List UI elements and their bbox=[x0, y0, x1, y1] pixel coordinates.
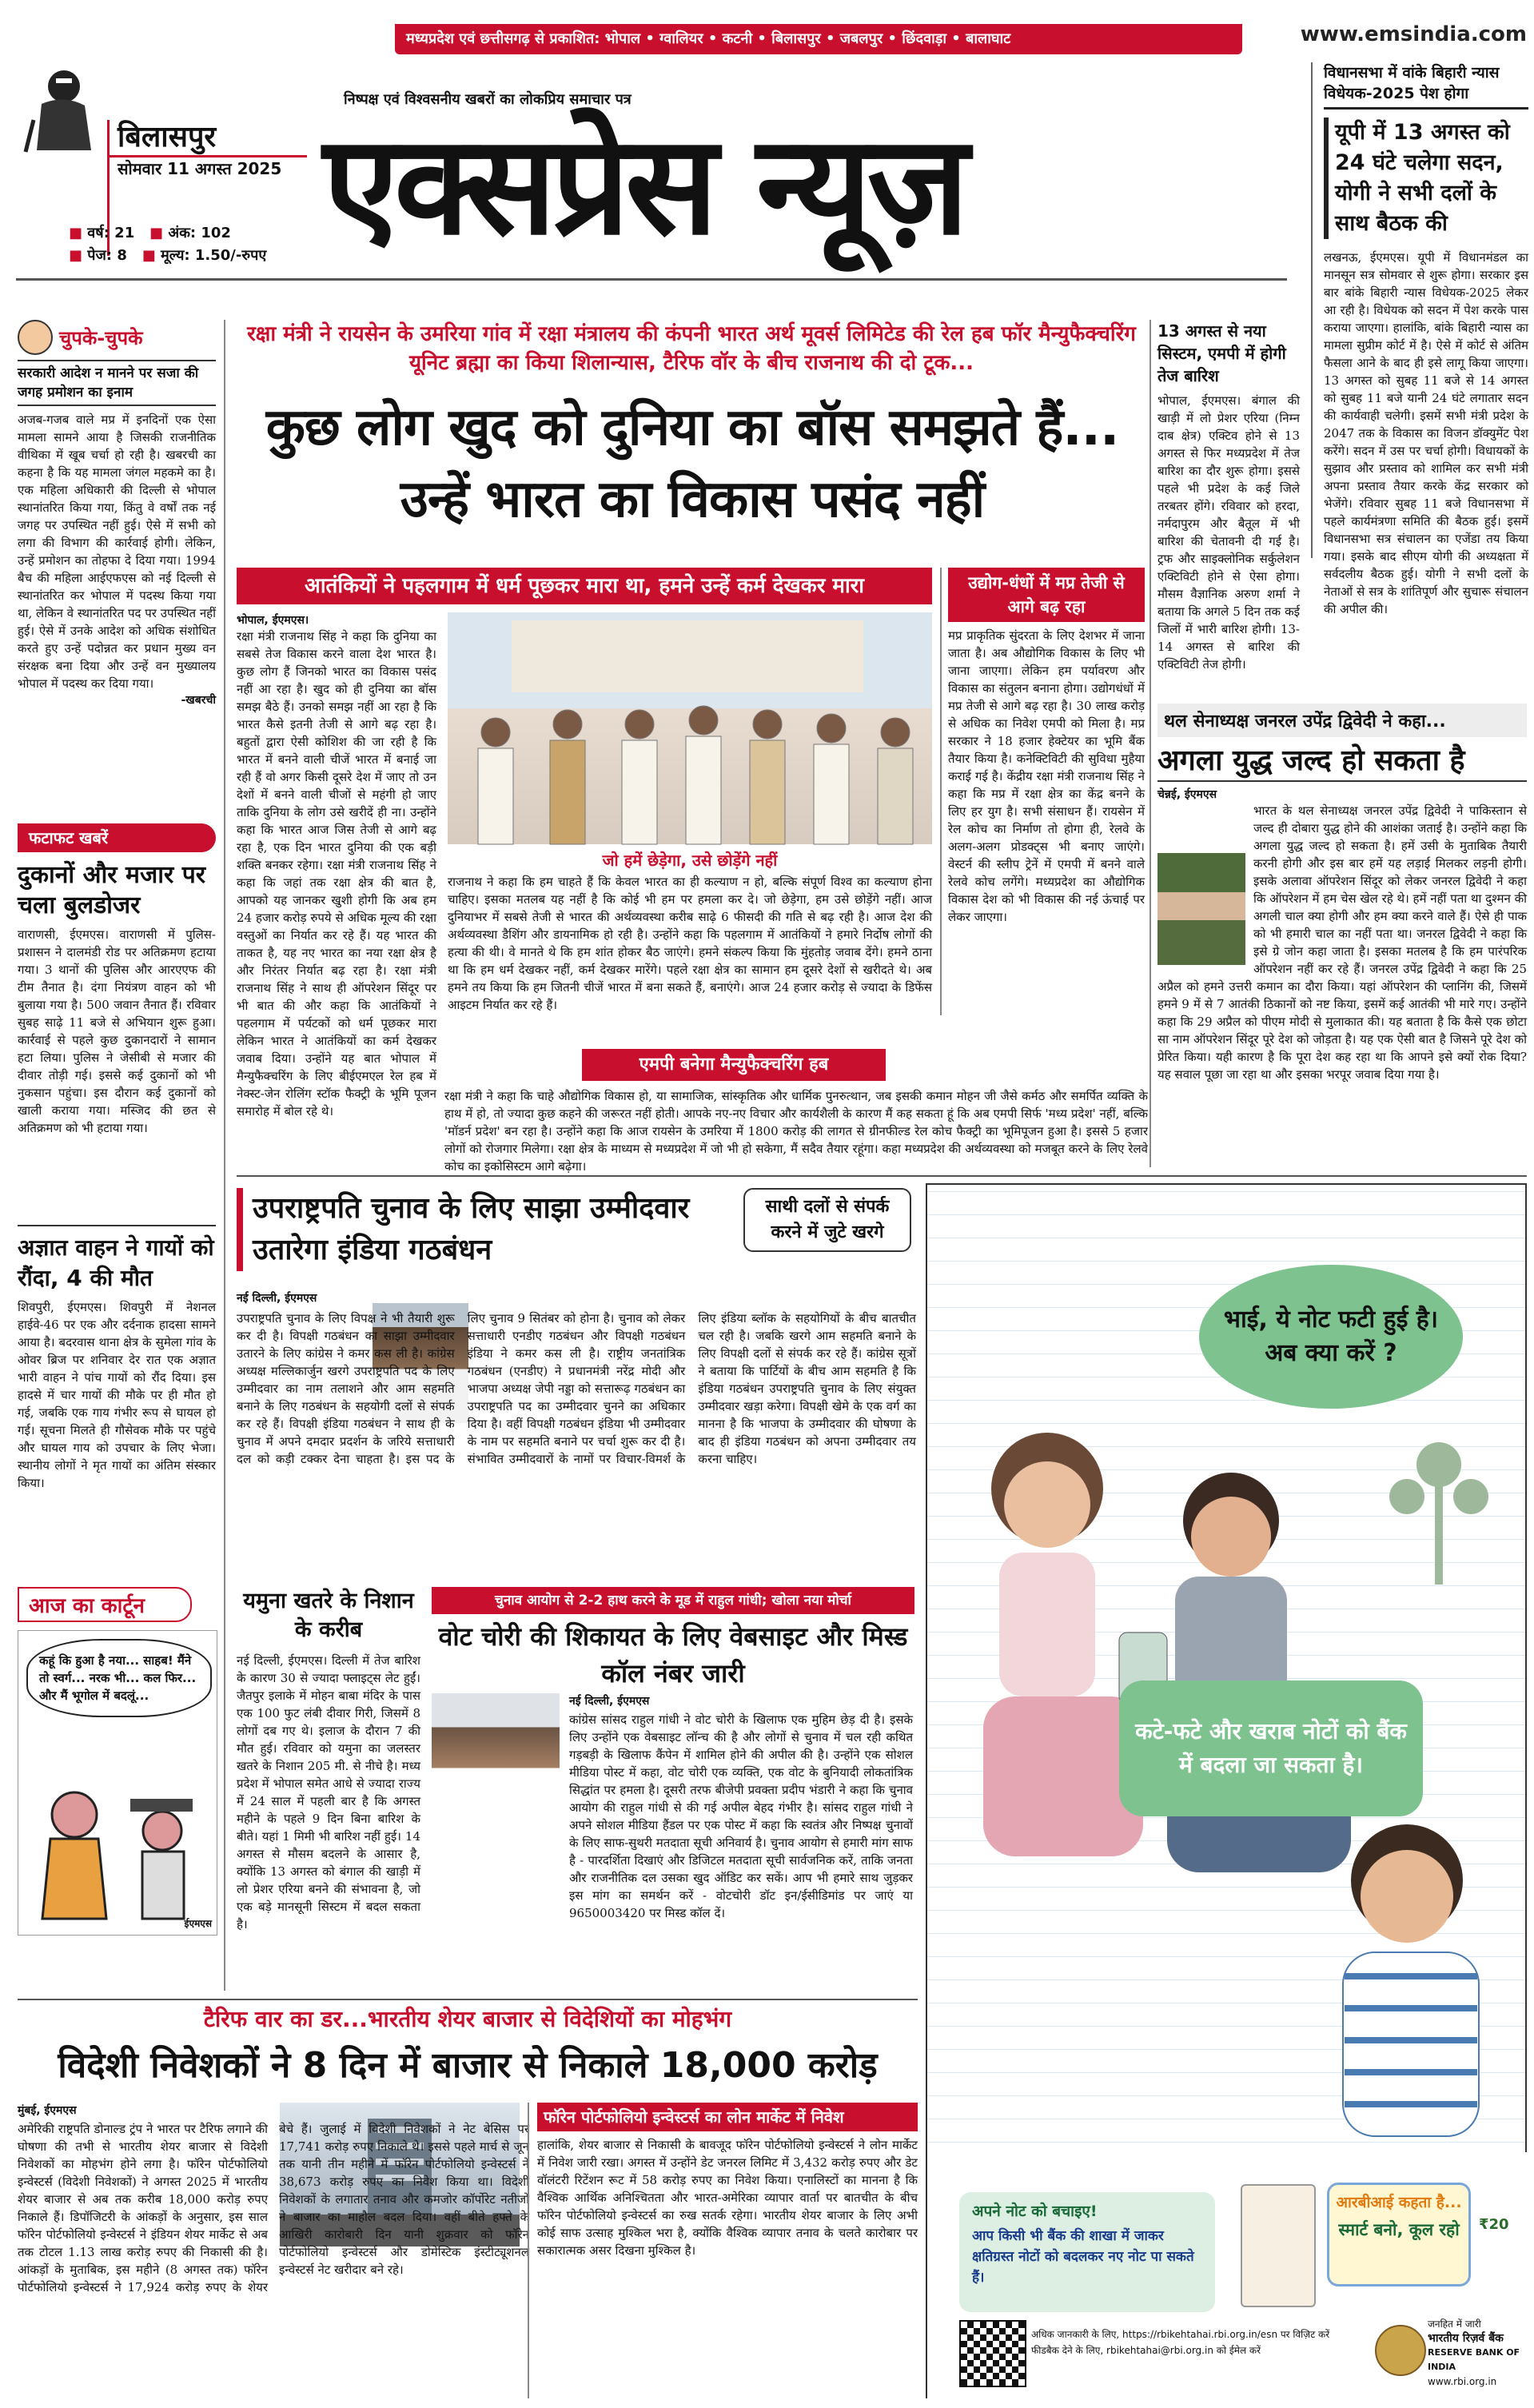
note-hand-icon bbox=[1241, 2184, 1316, 2307]
vote-kicker: चुनाव आयोग से 2-2 हाथ करने के मूड में राहुल गांधी; खोला नया मोर्चा bbox=[432, 1587, 914, 1614]
vp-headline: उपराष्ट्रपति चुनाव के लिए साझा उम्मीदवार उतारेगा इंडिया गठबंधन bbox=[237, 1188, 732, 1271]
top-story-kicker: रक्षा मंत्री ने रायसेन के उमरिया गांव में रक्षा मंत्रालय की कंपनी भारत अर्थ मूवर्स लिमिटेड की रेल हब फॉर मैन्युफैक्चरिंग यूनिट ब्रह्मा का किया शिलान्यास, टैरिफ वॉर के बीच राजनाथ की दो टूक... bbox=[247, 322, 1136, 375]
save-note-box: अपने नोट को बचाइए! आप किसी भी बैंक की शाखा में जाकर क्षतिग्रस्त नोटों को बदलकर नए नोट पा सकते हैं। bbox=[959, 2192, 1215, 2312]
top-story-body2: राजनाथ ने कहा कि हम चाहते हैं कि केवल भारत का ही कल्याण न हो, बल्कि संपूर्ण विश्व का कल्याण होना चाहिए। इसका मतलब यह नहीं है कि कोई भी हम पर हमला कर दे। जो छेड़ेगा, हम उसे छोड़ेंगे नहीं। आज दुनियाभर में सबसे तेजी से भारत की अर्थव्यवस्था करीब साढ़े 6 फीसदी की गति से बढ़ रही है। आज देश की अर्थव्यवस्था डैशिंग और डायनामिक हो रही है। उन्होंने कहा कि पहलगाम में आतंकियों ने हमारे निर्दोष लोगों की हत्या की थी। वे मानते थे कि हम शांत होकर बैठ जाएंगे। हमने संकल्प किया कि मुंहतोड़ जवाब देंगे। हमने ठाना था कि हम धर्म देखकर नहीं, कर्म देखकर मारेंगे। पहले रक्षा क्षेत्र का सामान हम दूसरे देशों से खरीदते थे। अब हमने तय किया कि हम जितनी चीजें भारत में बना सकते हैं, बनाएंगे। आज 24 हजार करोड़ से ज्यादा के डिफेंस आइटम निर्यात कर रहे हैं। bbox=[448, 875, 932, 1012]
chupke-column bbox=[18, 320, 216, 823]
weather-body: भोपाल, ईएमएस। बंगाल की खाड़ी में लो प्रेशर एरिया (निम्न दाब क्षेत्र) एक्टिव होने से 13 अगस्त से फिर मध्यप्रदेश में तेज बारिश का दौर शुरू होगा। इससे पहले भी प्रदेश के कई जिले तरबतर होंगे। रविवार को हरदा, नर्मदापुरम और बैतूल में भी बारिश की चेतावनी दी गई है। ट्रफ और साइक्लोनिक सर्कुलेशन एक्टिविटी होने से ऐसा होगा। मौसम वैज्ञानिक अरुण शर्मा ने बताया कि अगले 5 दिन तक कई जिलों में भारी बारिश होगी। 13-14 अगस्त से बारिश की एक्टिविटी तेज होगी। bbox=[1157, 393, 1300, 672]
issue-date: सोमवार 11 अगस्त 2025 bbox=[110, 155, 307, 179]
share-kicker: टैरिफ वार का डर...भारतीय शेयर बाजार से विदेशियों का मोहभंग bbox=[203, 2006, 732, 2032]
mp-manufacturing-body: रक्षा मंत्री ने कहा कि चाहे औद्योगिक विकास हो, या सामाजिक, सांस्कृतिक और धार्मिक पुनरुत्थान, जब इसकी कमान मोहन जी जैसे कर्मठ और समर्पित व्यक्ति के हाथ में हो, तो ज्यादा कुछ कहने की जरूरत नहीं होती। आपके नए-नए विचार और कार्यशैली के कारण मैं कह सकता हूं कि अब एमपी सिर्फ 'मध्य प्रदेश' नहीं, बल्कि 'मॉडर्न प्रदेश' बन रहा है। उन्होंने कहा कि आज रायसेन के उमरिया में 1800 करोड़ की लागत से ग्रीनफील्ड रेल कोच फैक्ट्री का भूमिपूजन हुआ है। इससे 5 हजार लोगों को रोजगार मिलेगा। रक्षा क्षेत्र के माध्यम से मध्यप्रदेश में जो भी हो सकेगा, मैं सदैव तैयार रहूंगा। कहा मध्यप्रदेश की अर्थव्यवस्था को मजबूत करने के लिए रेलवे कोच का इकोसिस्टम आगे बढ़ेगा। bbox=[444, 1089, 1148, 1174]
share-headline: विदेशी निवेशकों ने 8 दिन में बाजार से निकाले 18,000 करोड़ bbox=[58, 2045, 878, 2086]
fatafat-column bbox=[18, 823, 216, 1583]
share-body: अमेरिकी राष्ट्रपति डोनाल्ड ट्रंप ने भारत पर टैरिफ लगाने की घोषणा की तभी से भारतीय शेयर बाजार से विदेशी निवेशकों का मोहभंग होने लगा है। फॉरेन पोर्टफोलियो इन्वेस्टर्स (विदेशी निवेशकों) ने अगस्त 2025 में भारतीय शेयर बाजार से अब तक करीब 18,000 करोड़ रुपए निकाले हैं। डिपॉजिटरी के आंकड़ों के अनुसार, इस साल फॉरेन पोर्टफोलियो इन्वेस्टर्स ने इंडियन शेयर मार्केट से अब तक टोटल 1.13 लाख करोड़ रुपए की निकासी की है। आंकड़ों के मुताबिक, इस महीने (8 अगस्त तक) फॉरेन पोर्टफोलियो इन्वेस्टर्स ने 17,924 करोड़ रुपए के शेयर बेचे हैं। जुलाई में विदेशी निवेशकों ने नेट बेसिस पर 17,741 करोड़ रुपए निकाले थे। इससे पहले मार्च से जून तक यानी तीन महीने में फॉरेन पोर्टफोलियो इन्वेस्टर्स ने 38,673 करोड़ रुपए का निवेश किया था। विदेशी निवेशकों के लगातार तनाव और कमजोर कॉर्पोरेट नतीजों ने बाजार का माहौल बदल दिया। वहीं बीते हफ्ते के आखिरी कारोबारी दिन यानी शुक्रवार को फॉरेन पोर्टफोलियो इन्वेस्टर्स और डोमेस्टिक इंस्टीट्यूशनल इन्वेस्टर्स नेट खरीदार बने रहे। bbox=[18, 2122, 529, 2294]
army-body: भारत के थल सेनाध्यक्ष जनरल उपेंद्र द्विवेदी ने पाकिस्तान से जल्द ही दोबारा युद्ध होने की आशंका जताई है। उन्होंने कहा कि अगला युद्ध जल्द हो सकता है। हमें उसी के मुताबिक तैयारी करनी होगी और इस बार हमें यह लड़ाई मिलकर लड़नी होगी। इसके अलावा ऑपरेशन सिंदूर को लेकर जनरल द्विवेदी ने कहा कि ऑपरेशन में हम चेस खेल रहे थे। हमें नहीं पता था दुश्मन की अगली चाल क्या होगी और हम क्या करने वाले हैं। ऐसे ही पाक को भी हमारी चाल का नहीं पता था। जनरल द्विवेदी ने कहा कि इसे ग्रे जोन कहा जाता है। इसका मतलब है कि हम पारंपरिक ऑपरेशन नहीं कर रहे हैं। जनरल उपेंद्र द्विवेदी ने कहा कि 25 अप्रैल को हमने उत्तरी कमान का दौरा किया। यहां ऑपरेशन की प्लानिंग की, जिसमें हमने 9 में से 7 आतंकी ठिकानों को नष्ट किया, इसमें कई आतंकी भी मारे गए। उन्होंने कहा कि 29 अप्रैल को पीएम मोदी से मुलाकात की। यह बताता है कि कैसे एक छोटा सा नाम ऑपरेशन सिंदूर पूरे देश को जोड़ता है। यह एक ऐसी बात है जिसने पूरे देश को प्रेरित किया। यही कारण है कि पूरा देश कह रहा था कि आपने इसे क्यों रोक दिया? यह सवाल पूछा जा रहा था और इसका भरपूर जवाब दिया गया है। bbox=[1157, 803, 1527, 1082]
boy-illustration bbox=[1295, 1816, 1519, 2160]
bottom-divider bbox=[18, 1999, 918, 2000]
weather-story bbox=[1157, 320, 1300, 672]
gandhi-logo bbox=[18, 64, 106, 153]
mp-manufacturing-headline: एमपी बनेगा मैन्युफैक्चरिंग हब bbox=[582, 1049, 886, 1081]
tree-icon bbox=[1375, 1425, 1503, 1585]
top-story-subhead: आतंकियों ने पहलगाम में धर्म पूछकर मारा था, हमने उन्हें कर्म देखकर मारा bbox=[237, 568, 932, 604]
top-story-headline: कुछ लोग खुद को दुनिया का बॉस समझते हैं... उन्हें भारत का विकास पसंद नहीं bbox=[265, 398, 1119, 529]
masthead-title: एक्सप्रेस न्यूज़ bbox=[323, 105, 965, 265]
vote-headline: वोट चोरी की शिकायत के लिए वेबसाइट और मिस्ड कॉल नंबर जारी bbox=[438, 1621, 908, 1688]
face-icon bbox=[18, 320, 53, 355]
cartoon-box bbox=[18, 1587, 216, 1939]
army-chief-photo bbox=[1157, 853, 1245, 965]
share-dateline: मुंबई, ईएमएस bbox=[18, 2104, 77, 2117]
top-story-body: रक्षा मंत्री राजनाथ सिंह ने कहा कि दुनिया का सबसे तेज विकास करने वाला देश भारत है। कुछ लोग हैं जिनको भारत का विकास पसंद नहीं आ रहा है। खुद को ही दुनिया का बॉस समझ बैठे हैं। उनको समझ नहीं आ रहा है कि भारत कैसे इतनी तेजी से आगे बढ़ रहा है। बहुतों द्वारा ऐसी कोशिश की जा रही है कि भारत में बनने वाली चीजें भारत में बनाई जा रही हैं वो अगर किसी दूसरे देश में जाए तो उन देशों में बनने वाली चीजों से महंगी हो जाए ताकि दुनिया के लोग उसे खरीदें ही ना। उन्होंने कहा कि भारत आज जिस तेजी से आगे बढ़ रहा है, एक दिन भारत दुनिया की एक बड़ी शक्ति बनकर रहेगा। रक्षा मंत्री राजनाथ सिंह ने कहा कि जहां तक रक्षा क्षेत्र की बात है, आपको यह जानकर खुशी होगी कि अब हम 24 हजार करोड़ रुपये से अधिक मूल्य की रक्षा वस्तुओं का निर्यात कर रहे हैं। यह भारत की ताकत है, यह नए भारत का नया रक्षा क्षेत्र है और निरंतर निर्यात बढ़ रहा है। रक्षा मंत्री राजनाथ सिंह ने साथ ही ऑपरेशन सिंदूर पर भी बात की और कहा कि आतंकियों ने पहलगाम में पर्यटकों को धर्म पूछकर मारा लेकिन भारत ने आतंकियों का कर्म देखकर जवाब दिया। उन्होंने यह बात भोपाल में मैन्युफैक्चरिंग के लिए बीईएमएल रेल हब में नेक्स्ट-जेन रोलिंग स्टॉक फैक्ट्री के भूमि पूजन समारोह में बोल रहे थे। bbox=[237, 629, 436, 1118]
right-col-divider bbox=[1150, 320, 1151, 1167]
share-side-body: हालांकि, शेयर बाजार से निकासी के बावजूद फॉरेन पोर्टफोलियो इन्वेस्टर्स ने लोन मार्केट में निवेश जारी रखा। अगस्त में उन्होंने डेट जनरल लिमिट में 3,432 करोड़ रुपए और डेट वॉलंटरी रिटेंशन रूट में 58 करोड़ रुपए का निवेश किया। एनालिस्टों का मानना है कि वैश्विक आर्थिक अनिश्चितता और भारत-अमेरिका व्यापार वार्ता पर बातचीत के बीच फॉरेन पोर्टफोलियो इन्वेस्टर्स का रुख सतर्क रहेगा। भारतीय शेयर बाजार के लिए अभी कोई साफ उत्साह मुश्किल भरा है, क्योंकि वैश्विक व्यापार तनाव के चलते कारोबार पर सकारात्मक असर दिखना मुश्किल है। bbox=[537, 2138, 918, 2258]
fatafat-headline: दुकानों और मजार पर चला बुलडोजर bbox=[18, 861, 206, 919]
ad-info-text: अधिक जानकारी के लिए, https://rbikehtahai.rbi.org.in/esn पर विज़िट करें फीडबैक देने के लिए, rbikehtahai@rbi.org.in को ईमेल करें bbox=[1031, 2329, 1330, 2356]
rbi-advertisement bbox=[926, 1183, 1527, 2398]
up-kicker: विधानसभा में वांके बिहारी न्यास विधेयक-2025 पेश होगा bbox=[1324, 62, 1528, 110]
army-dateline: चेन्नई, ईएमएस bbox=[1157, 788, 1217, 801]
rbi-emblem bbox=[1375, 2325, 1426, 2376]
masthead-tagline: निष्पक्ष एवं विश्वसनीय खबरों का लोकप्रिय समाचार पत्र bbox=[344, 91, 632, 108]
fatafat-body: वाराणसी, ईएमएस। वाराणसी में पुलिस-प्रशासन ने दालमंडी रोड पर अतिक्रमण हटाया गया। 3 थानों की पुलिस और आरएएफ की टीम तैनात है। दंगा नियंत्रण वाहन को भी बुलाया गया है। 500 जवान तैनात हैं। रविवार सुबह साढ़े 11 बजे से अभियान शुरू हुआ। कार्रवाई से पहले कुछ दुकानदारों ने सामान हटा लिया। पुलिस ने जेसीबी से मजार की दीवार तोड़ी गई। इससे कई दुकानों को भी नुकसान पहुंचा। इस दौरान कई दुकानों को खाली कराया गया। मस्जिद की छत से अतिक्रमण को भी हटाया गया। bbox=[18, 927, 216, 1135]
vote-dateline: नई दिल्ली, ईएमएस bbox=[569, 1695, 650, 1708]
chupke-label: चुपके-चुपके bbox=[18, 320, 216, 355]
cartoon-figures-icon bbox=[26, 1783, 209, 1927]
army-headline: अगला युद्ध जल्द हो सकता है bbox=[1157, 742, 1527, 782]
cow-body: शिवपुरी, ईएमएस। शिवपुरी में नेशनल हाईवे-46 पर एक और दर्दनाक हादसा सामने आया है। बदरवास थाना क्षेत्र के सुमेला गांव के ओवर ब्रिज पर शनिवार देर रात एक अज्ञात भारी वाहन ने पांच गायों को रौंद दिया। इस हादसे में चार गायों की मौके पर ही मौत हो गई, जबकि एक गाय गंभीर रूप से घायल हो गई। सूचना मिलते ही गौसेवक मौके पर पहुंचे और घायल गाय को उपचार के लिए भेजा। स्थानीय लोगों ने मृत गायों का अंतिम संस्कार किया। bbox=[18, 1300, 216, 1490]
cartoon-drawing bbox=[18, 1630, 217, 1936]
udyog-body: मप्र प्राकृतिक सुंदरता के लिए देशभर में जाना जाता है। अब औद्योगिक विकास के लिए भी जाना जाएगा। लेकिन हम पर्यावरण और विकास का संतुलन बनाना होगा। उद्योगधंधों में मप्र तेजी से आगे बढ़ रहा है। 30 लाख करोड़ से अधिक का निवेश एमपी को मिला है। मप्र सरकार ने 18 हजार हेक्टेयर का भूमि बैंक तैयार किया है। कनेक्टिविटी की सुविधा मुहैया कराई गई है। केंद्रीय रक्षा मंत्री राजनाथ सिंह ने कहा कि मप्र में रक्षा क्षेत्र का केंद्र बनने के लिए हर युग है। सभी संसाधन हैं। रायसेन में रेल कोच का निर्माण तो होगा ही, रेलवे के अलग-अलग प्रोडक्ट्स भी बनाए जाएंगे। वेस्टर्न की स्लीप ट्रेनें में एमपी में बनने वाले रेलवे कोच लगेंगे। मध्यप्रदेश का औद्योगिक विकास देश को भी विकास की नई ऊंचाई पर लेकर जाएगा। bbox=[948, 628, 1145, 924]
ad-bubble-1: भाई, ये नोट फटी हुई है। अब क्या करें ? bbox=[1199, 1265, 1463, 1409]
qr-code bbox=[959, 2320, 1026, 2387]
vp-dateline: नई दिल्ली, ईएमएस bbox=[237, 1292, 317, 1305]
share-side-box bbox=[528, 2103, 918, 2398]
cartoon-speech: कहूं कि हुआ है नया... साहब! मैंने तो स्वर्ग... नरक भी... कल फिर... और मैं भूगोल में बदलूं... bbox=[26, 1639, 212, 1717]
photo-caption: जो हमें छेड़ेगा, उसे छोड़ेंगे नहीं bbox=[602, 851, 778, 870]
edition-city: बिलासपुर bbox=[118, 121, 217, 153]
share-side-headline: फॉरेन पोर्टफोलियो इन्वेस्टर्स का लोन मार्केट में निवेश bbox=[537, 2103, 918, 2131]
up-assembly-story bbox=[1311, 62, 1528, 616]
chupke-headline: सरकारी आदेश न मानने पर सजा की जगह प्रमोशन का इनाम bbox=[18, 360, 216, 406]
vp-body: उपराष्ट्रपति चुनाव के लिए विपक्ष ने भी तैयारी शुरू कर दी है। विपक्षी गठबंधन का साझा उम्मीदवार उतारने के लिए कांग्रेस ने कमर कस ली है। कांग्रेस अध्यक्ष मल्लिकार्जुन खरगे उपराष्ट्रपति पद के लिए उम्मीदवार का नाम तलाशने और आम सहमति बनाने के लिए गठबंधन के सहयोगी दलों से संपर्क कर रहे हैं। विपक्षी इंडिया गठबंधन ने साथ ही के चुनाव में अपने दमदार प्रदर्शन के जरिये सत्ताधारी दल को कड़ी टक्कर देना चाहता है। इस पद के लिए चुनाव 9 सितंबर को होना है। चुनाव को लेकर सत्ताधारी एनडीए गठबंधन और विपक्षी गठबंधन इंडिया ने कमर कस ली है। राष्ट्रीय जनतांत्रिक गठबंधन (एनडीए) ने प्रधानमंत्री नरेंद्र मोदी और भाजपा अध्यक्ष जेपी नड्डा को सत्तारूढ़ गठबंधन का उपराष्ट्रपति पद का उम्मीदवार चुनने का अधिकार दिया है। वहीं विपक्षी गठबंधन इंडिया भी उम्मीदवार के नाम पर सहमति बनाने पर चर्चा शुरू कर दी है। संभावित उम्मीदवारों के नामों पर विचार-विमर्श के लिए इंडिया ब्लॉक के सहयोगियों के बीच बातचीत चल रही है। जबकि खरगे आम सहमति बनाने के लिए विपक्षी दलों से संपर्क कर रहे हैं। कांग्रेस सूत्रों ने बताया कि पार्टियों के बीच आम सहमति है कि इंडिया गठबंधन उपराष्ट्रपति चुनाव के लिए संयुक्त उम्मीदवार खड़ा करेगा। विपक्षी खेमे के एक वर्ग का मानना है कि भाजपा के उम्मीदवार की घोषणा के बाद ही इंडिया गठबंधन को अपना उम्मीदवार तय करना चाहिए। bbox=[237, 1311, 916, 1466]
yamuna-headline: यमुना खतरे के निशान के करीब bbox=[243, 1589, 414, 1642]
udyog-headline: उद्योग-धंधों में मप्र तेजी से आगे बढ़ रहा bbox=[948, 568, 1145, 622]
rahul-photo bbox=[432, 1693, 560, 1829]
mid-divider bbox=[237, 1175, 1527, 1177]
weather-headline: 13 अगस्त से नया सिस्टम, एमपी में होगी तेज बारिश bbox=[1157, 321, 1286, 385]
yamuna-body: नई दिल्ली, ईएमएस। दिल्ली में तेज बारिश के कारण 30 से ज्यादा फ्लाइट्स लेट हुईं। जैतपुर इलाके में मोहन बाबा मंदिर के पास एक 100 फुट लंबी दीवार गिरी, जिसमें 8 लोगों दब गए थे। इलाज के दौरान 7 की मौत हुई। रविवार को यमुना का जलस्तर खतरे के निशान 205 मी. से नीचे है। मध्य प्रदेश में भोपाल समेत आधे से ज्यादा राज्य में 24 साल में पहली बार है कि अगस्त महीने के पहले 9 दिन बिना बारिश के बीते। यहां 1 मिमी भी बारिश नहीं हुई। 14 अगस्त से मौसम बदलने के आसार है, क्योंकि 13 अगस्त को बंगाल की खाड़ी में लो प्रेशर एरिया बनने की संभावना है, जो एक बड़े मानसूनी सिस्टम में बदल सकता है। bbox=[237, 1653, 420, 1932]
masthead-divider bbox=[16, 278, 1287, 281]
rbi-says-box: आरबीआई कहता है... स्मार्ट बनो, कूल रहो bbox=[1327, 2183, 1471, 2286]
chupke-body: अजब-गजब वाले मप्र में इनदिनों एक ऐसा मामला सामने आया है जिसकी राजनीतिक वीथिका में खूब चर्चा हो रही है। खबरची का कहना है कि यह मामला जंगल महकमे का है। एक महिला अधिकारी की दिल्ली से भोपाल स्थानांतरित किया गया, किंतु वे वर्षों तक नई जगह पर उपस्थित नहीं हुई। ऐसे में सभी को लगा की विभाग की कार्रवाई होगी। लेकिन, उन्हें प्रमोशन का तोहफा दे दिया गया। 1994 बैच की महिला आईएफएस को नई दिल्ली से स्थानांतरित कर भोपाल में पदस्थ किया गया था, लेकिन वे स्थानांतरित पद पर उपस्थित नहीं हुई। ऐसे में उनके आदेश को अधिक संशोधित करते हुए उन्हें पदोन्नत कर प्रधान मुख्य वन संरक्षक बना दिया और उन्हें वन मुख्यालय भोपाल में पदस्थ कर दिया गया। bbox=[18, 413, 216, 691]
chupke-byline: -खबरची bbox=[181, 694, 216, 707]
top-story-dateline: भोपाल, ईएमएस। bbox=[237, 614, 309, 627]
left-col-divider bbox=[224, 320, 225, 1991]
top-story-photo bbox=[448, 612, 932, 844]
vp-side-headline: साथी दलों से संपर्क करने में जुटे खरगे bbox=[743, 1188, 911, 1252]
cartoon-sign: ईएमएस bbox=[184, 1918, 212, 1929]
cartoon-label: आज का कार्टून bbox=[18, 1587, 192, 1622]
udyog-box bbox=[940, 568, 1145, 1015]
rbi-footer: जनहित में जारी भारतीय रिज़र्व बैंक RESERVE BANK OF INDIA www.rbi.org.in bbox=[1428, 2318, 1520, 2387]
vote-body: कांग्रेस सांसद राहुल गांधी ने वोट चोरी के खिलाफ एक मुहिम छेड़ दी है। इसके लिए उन्होंने एक वेबसाइट लॉन्च की है और लोगों से चुनाव में चल रही कथित गड़बड़ी के खिलाफ कैंपेन में शामिल होने की अपील की है। उन्होंने एक सोशल मीडिया पोस्ट में कहा, वोट चोरी एक व्यक्ति, एक वोट के बुनियादी लोकतांत्रिक सिद्धांत पर हमला है। दूसरी तरफ बीजेपी प्रवक्ता प्रदीप भंडारी ने कहा कि चुनाव आयोग की राहुल गांधी से की गई अपील बेहद गंभीर है। सांसद राहुल गांधी ने अपने सोशल मीडिया हैंडल पर एक पोस्ट में कहा कि स्वतंत्र और निष्पक्ष चुनावों के लिए साफ-सुथरी मतदाता सूची अनिवार्य है। चुनाव आयोग से हमारी मांग साफ है - पारदर्शिता दिखाएं और डिजिटल मतदाता सूची सार्वजनिक करें, ताकि जनता और राजनीतिक दल उसका खुद ऑडिट कर सकें। आप भी हमारे साथ जुड़कर इस मांग का समर्थन करें - वोटचोरी डॉट इन/ईसीडिमांड पर जाएं या 9650003420 पर मिस्ड कॉल दें। bbox=[569, 1712, 913, 1920]
up-body: लखनऊ, ईएमएस। यूपी में विधानमंडल का मानसून सत्र सोमवार से शुरू होगा। सरकार इस बार बांके बिहारी न्यास विधेयक-2025 लेकर आ रही है। विधेयक को सदन में पेश करके पास कराया जाएगा। हालांकि, बांके बिहारी न्यास का मामला सुप्रीम कोर्ट में है। ऐसे में कोर्ट से अंतिम फैसला आने के बाद ही इसे लागू किया जाएगा। 13 अगस्त को सुबह 11 बजे से 14 अगस्त को सुबह 11 बजे यानी 24 घंटे लगातार सदन की कार्यवाही चलेगी। इसमें सभी मंत्री प्रदेश के 2047 तक के विकास का विजन डॉक्युमेंट पेश करेंगे। सदन में उस पर चर्चा होगी। विधायकों के सुझाव और प्रस्ताव को शामिल कर सभी मंत्री अपना प्रस्ताव तैयार करके केंद्र सरकार को भेजेंगे। रविवार सुबह 11 बजे विधानसभा में पहले कार्यमंत्रणा समिति की बैठक हुई। इसमें विधानसभा सत्र संचालन का एजेंडा तय किया गया। इसके बाद सीएम योगी की अध्यक्षता में सर्वदलीय बैठक हुई। योगी ने सभी दलों के नेताओं से सत्र के शांतिपूर्ण और सुचारू संचालन की अपील की। bbox=[1324, 250, 1528, 616]
cow-headline: अज्ञात वाहन ने गायों को रौंदा, 4 की मौत bbox=[18, 1225, 216, 1294]
note-value: ₹20 bbox=[1479, 2216, 1509, 2233]
army-story bbox=[1157, 704, 1527, 1167]
website-link[interactable]: www.emsindia.com bbox=[1300, 22, 1527, 46]
army-kicker: थल सेनाध्यक्ष जनरल उपेंद्र द्विवेदी ने कहा... bbox=[1157, 704, 1527, 737]
up-headline: यूपी में 13 अगस्त को 24 घंटे चलेगा सदन, योगी ने सभी दलों के साथ बैठक की bbox=[1324, 118, 1528, 239]
publication-cities-bar: मध्यप्रदेश एवं छत्तीसगढ़ से प्रकाशित: भोपाल • ग्वालियर • कटनी • बिलासपुर • जबलपुर • छिंदवाड़ा • बालाघाट bbox=[395, 24, 1242, 54]
ad-bubble-2: कटे-फटे और खराब नोटों को बैंक में बदला जा सकता है। bbox=[1119, 1680, 1423, 1816]
issue-meta: ■ वर्ष: 21 ■ अंक: 102 ■ पेज: 8 ■ मूल्य: 1.50/-रुपए bbox=[69, 225, 267, 264]
fatafat-label: फटाफट खबरें bbox=[18, 823, 216, 852]
